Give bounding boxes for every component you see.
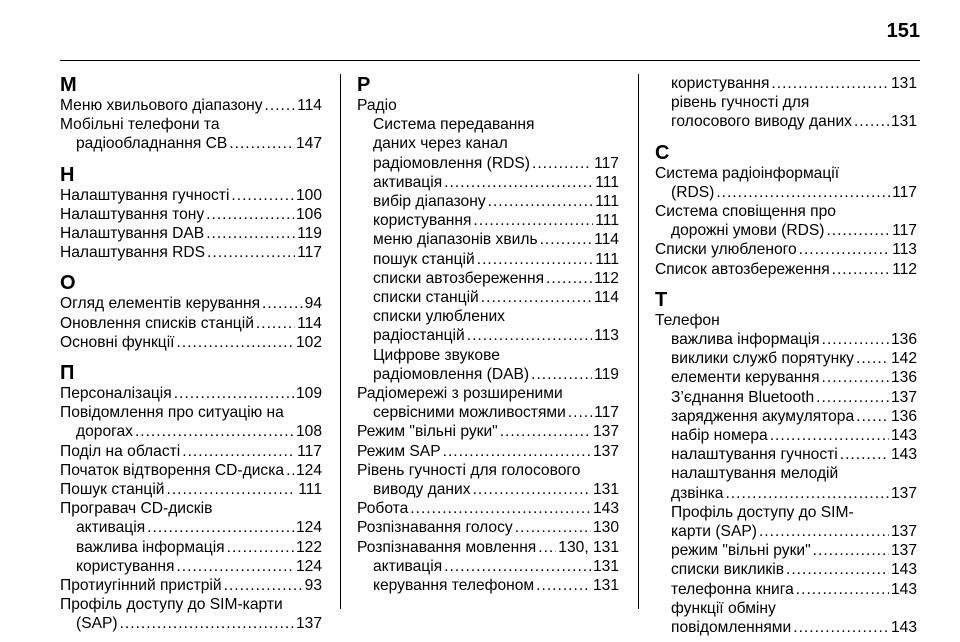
index-entry (60, 461, 322, 480)
index-entry (655, 580, 917, 599)
index-entry (60, 134, 322, 153)
index-entry (357, 211, 619, 230)
entry-text: (RDS) (671, 183, 715, 201)
section-letter: П (60, 362, 75, 385)
entry-page: 131 (592, 577, 619, 595)
entry-page: 143 (890, 561, 917, 579)
dot-leader (167, 480, 297, 499)
entry-text: набір номера (671, 427, 768, 445)
entry-text: активація (373, 173, 443, 191)
entry-page: 94 (304, 295, 322, 313)
entry-page: 117 (594, 154, 619, 172)
dot-leader (771, 74, 889, 93)
entry-text: дорожні умови (RDS) (671, 222, 825, 240)
index-entry (655, 560, 917, 579)
dot-leader (840, 445, 889, 464)
entry-page: 117 (297, 244, 322, 262)
dot-leader (856, 349, 889, 368)
page-number: 151 (886, 20, 920, 42)
dot-leader (822, 330, 889, 349)
dot-leader (799, 240, 890, 259)
entry-text: повідомленнями (671, 619, 792, 637)
entry-page: 111 (595, 250, 619, 268)
dot-leader (473, 211, 593, 230)
index-entry (60, 518, 322, 537)
entry-text: налаштування гучності (671, 446, 838, 464)
index-entry (655, 541, 917, 560)
index-entry (357, 326, 619, 345)
entry-text: Режим SAP (357, 442, 441, 460)
entry-page: 119 (594, 365, 619, 383)
section-letter: О (60, 272, 76, 295)
dot-leader (488, 192, 594, 211)
index-entry (60, 384, 322, 403)
index-entry (60, 614, 322, 633)
dot-leader (813, 541, 889, 560)
entry-page: 114 (594, 231, 619, 249)
index-entry (655, 522, 917, 541)
section-letter: М (60, 74, 77, 96)
index-entry (655, 74, 917, 93)
entry-page: 137 (295, 615, 322, 633)
header-rule (60, 60, 920, 61)
dot-leader (443, 442, 591, 461)
entry-text: дорогах (76, 423, 133, 441)
entry-page: 136 (890, 369, 917, 387)
entry-page: 143 (890, 580, 917, 598)
section-letter: Т (655, 288, 668, 311)
index-column-2 (357, 74, 619, 595)
index-entry (60, 294, 322, 313)
entry-page: 117 (892, 183, 917, 201)
entry-page: 114 (297, 314, 322, 332)
dot-leader (532, 154, 592, 173)
dot-leader (725, 484, 889, 503)
entry-page: 122 (295, 538, 322, 556)
dot-leader (262, 294, 303, 313)
entry-text: керування телефоном (373, 577, 535, 595)
dot-leader (135, 422, 294, 441)
index-heading-line: даних через канал (373, 135, 508, 153)
entry-text: меню діапазонів хвиль (373, 231, 538, 249)
index-entry (357, 480, 619, 499)
index-entry (60, 442, 322, 461)
entry-page: 143 (592, 500, 619, 518)
entry-text: Початок відтворення CD-диска (60, 461, 285, 479)
index-column-1 (60, 74, 322, 634)
entry-page: 137 (890, 523, 917, 541)
dot-leader (856, 407, 889, 426)
index-entry (60, 422, 322, 441)
entry-page: 102 (295, 333, 322, 351)
entry-page: 124 (295, 461, 322, 479)
index-entry (60, 205, 322, 224)
index-entry (357, 499, 619, 518)
entry-text: радіообладнання СВ (76, 135, 228, 153)
dot-leader (231, 186, 294, 205)
dot-leader (265, 96, 296, 115)
index-heading-line: Система сповіщення про (655, 203, 836, 221)
entry-text: зарядження акумулятора (671, 407, 855, 425)
index-entry (60, 333, 322, 352)
dot-leader (206, 205, 294, 224)
index-entry (655, 426, 917, 445)
entry-page: 124 (295, 557, 322, 575)
entry-page: 143 (890, 619, 917, 637)
index-heading-line: Повідомлення про ситуацію на (60, 404, 284, 422)
index-heading-line: Профіль доступу до SIM-карти (60, 596, 283, 614)
index-section (655, 289, 917, 637)
entry-text: радіостанцій (373, 327, 465, 345)
entry-page: 100 (295, 186, 322, 204)
entry-page: 111 (595, 193, 619, 211)
entry-page: 137 (890, 388, 917, 406)
index-entry (655, 240, 917, 259)
entry-page: 130 (592, 519, 619, 537)
entry-text: вибір діапазону (373, 193, 486, 211)
index-entry (357, 442, 619, 461)
index-section (60, 272, 322, 352)
index-entry (655, 618, 917, 637)
index-entry (655, 183, 917, 202)
dot-leader (786, 560, 889, 579)
dot-leader (500, 422, 591, 441)
entry-page: 136 (890, 407, 917, 425)
entry-text: телефонна книга (671, 580, 794, 598)
dot-leader (182, 442, 295, 461)
index-entry (655, 484, 917, 503)
dot-leader (473, 480, 591, 499)
dot-leader (444, 557, 591, 576)
dot-leader (540, 230, 593, 249)
dot-leader (176, 557, 294, 576)
entry-page: 114 (594, 289, 619, 307)
index-heading-line: Рівень гучності для голосового (357, 461, 581, 479)
dot-leader (759, 522, 889, 541)
column-divider (638, 74, 639, 609)
entry-page: 117 (594, 404, 619, 422)
section-letter: С (655, 141, 670, 164)
entry-page: 137 (890, 484, 917, 502)
entry-text: Оновлення списків станцій (60, 314, 254, 332)
entry-page: 143 (890, 446, 917, 464)
entry-text: користування (671, 75, 770, 92)
entry-page: 136 (890, 331, 917, 349)
index-entry (357, 230, 619, 249)
entry-text: (SAP) (76, 615, 118, 633)
entry-page: 131 (592, 557, 619, 575)
entry-text: Список автозбереження (655, 260, 830, 278)
entry-text: Налаштування DAB (60, 225, 205, 243)
index-entry (357, 422, 619, 441)
entry-page: 113 (892, 241, 917, 259)
entry-text: списки викликів (671, 561, 784, 579)
entry-page: 114 (297, 97, 322, 114)
entry-page: 131 (890, 113, 917, 131)
entry-page: 112 (594, 269, 619, 287)
dot-leader (826, 221, 890, 240)
entry-text: голосового виводу даних (671, 113, 852, 131)
entry-text: режим "вільні руки" (671, 542, 811, 560)
entry-text: Режим "вільні руки" (357, 423, 498, 441)
entry-page: 106 (295, 205, 322, 223)
entry-page: 130, 131 (558, 538, 619, 556)
entry-text: радіомовлення (RDS) (373, 154, 530, 172)
index-entry (357, 403, 619, 422)
entry-page: 109 (295, 385, 322, 403)
entry-page: 137 (592, 423, 619, 441)
dot-leader (467, 326, 592, 345)
entry-page: 111 (595, 173, 619, 191)
dot-leader (224, 576, 303, 595)
dot-leader (477, 250, 594, 269)
index-entry (60, 243, 322, 262)
index-entry (60, 557, 322, 576)
index-heading-line: Мобільні телефони та (60, 116, 220, 134)
entry-page: 117 (297, 442, 322, 460)
entry-text: Огляд елементів керування (60, 295, 261, 313)
dot-leader (793, 618, 889, 637)
entry-text: виклики служб порятунку (671, 350, 854, 368)
entry-text: Налаштування тону (60, 205, 205, 223)
index-entry (60, 224, 322, 243)
entry-text: Основні функції (60, 333, 175, 351)
entry-page: 147 (295, 135, 322, 153)
index-heading-line: списки улюблених (373, 308, 505, 326)
entry-text: радіомовлення (DAB) (373, 365, 530, 383)
index-section (655, 142, 917, 279)
index-section (60, 74, 322, 154)
entry-page: 111 (298, 481, 322, 499)
entry-text: карти (SAP) (671, 523, 757, 541)
dot-leader (546, 269, 592, 288)
entry-text: активація (76, 519, 146, 537)
dot-leader (515, 518, 591, 537)
index-section (655, 74, 917, 132)
dot-leader (536, 576, 591, 595)
entry-text: Налаштування гучності (60, 186, 230, 204)
index-entry (655, 388, 917, 407)
index-entry (655, 349, 917, 368)
entry-page: 124 (295, 519, 322, 537)
entry-text: користування (76, 557, 175, 575)
dot-leader (286, 461, 294, 480)
dot-leader (256, 314, 295, 333)
dot-leader (481, 288, 592, 307)
dot-leader (207, 243, 295, 262)
entry-text: Пошук станцій (60, 481, 165, 499)
index-entry (357, 518, 619, 537)
entry-text: дзвінка (671, 484, 724, 502)
index-heading-line: Телефон (655, 311, 720, 329)
entry-text: пошук станцій (373, 250, 475, 268)
entry-text: З’єднання Bluetooth (671, 388, 815, 406)
dot-leader (854, 112, 889, 131)
dot-leader (227, 538, 294, 557)
dot-leader (410, 499, 591, 518)
entry-page: 113 (594, 327, 619, 345)
dot-leader (120, 614, 294, 633)
dot-leader (716, 183, 890, 202)
index-entry (357, 365, 619, 384)
dot-leader (822, 368, 889, 387)
index-section (357, 74, 619, 595)
index-entry (357, 576, 619, 595)
index-entry (655, 407, 917, 426)
entry-text: Протиугінний пристрій (60, 577, 222, 595)
index-section (60, 362, 322, 634)
entry-page: 93 (304, 577, 322, 595)
index-entry (357, 538, 619, 557)
entry-page: 117 (892, 222, 917, 240)
dot-leader (177, 333, 294, 352)
entry-text: важлива інформація (671, 331, 820, 349)
dot-leader (229, 134, 294, 153)
index-heading-line: Цифрове звукове (373, 346, 500, 364)
index-heading-line: рівень гучності для (671, 94, 810, 112)
entry-text: Списки улюбленого (655, 241, 797, 259)
index-entry (357, 288, 619, 307)
index-entry (655, 260, 917, 279)
index-column-3 (655, 74, 917, 637)
entry-text: активація (373, 557, 443, 575)
dot-leader (531, 365, 592, 384)
entry-text: Меню хвильового діапазону (60, 97, 263, 114)
entry-page: 111 (595, 212, 619, 230)
dot-leader (816, 388, 889, 407)
column-divider (340, 74, 341, 609)
entry-text: Розпізнавання мовлення (357, 538, 537, 556)
index-heading-line: Радіо (357, 97, 397, 114)
index-entry (60, 186, 322, 205)
entry-text: користування (373, 212, 472, 230)
index-entry (357, 557, 619, 576)
index-entry (60, 96, 322, 115)
index-entry (655, 368, 917, 387)
index-heading-line: Система передавання (373, 116, 535, 134)
entry-page: 131 (592, 481, 619, 499)
entry-page: 112 (892, 260, 917, 278)
entry-text: Налаштування RDS (60, 244, 206, 262)
index-entry (357, 250, 619, 269)
dot-leader (206, 224, 295, 243)
index-entry (357, 269, 619, 288)
entry-page: 108 (295, 423, 322, 441)
index-entry (60, 480, 322, 499)
index-heading-line: Програвач CD-дисків (60, 500, 213, 518)
index-entry (60, 576, 322, 595)
entry-page: 142 (890, 350, 917, 368)
dot-leader (770, 426, 889, 445)
index-entry (655, 112, 917, 131)
dot-leader (796, 580, 889, 599)
index-entry (357, 173, 619, 192)
entry-text: Поділ на області (60, 442, 181, 460)
entry-page: 137 (592, 442, 619, 460)
index-heading-line: Радіомережі з розширеними (357, 385, 563, 403)
dot-leader (147, 518, 294, 537)
entry-text: Розпізнавання голосу (357, 519, 513, 537)
entry-text: списки автозбереження (373, 269, 545, 287)
entry-text: сервісними можливостями (373, 404, 566, 422)
dot-leader (444, 173, 593, 192)
entry-text: важлива інформація (76, 538, 225, 556)
entry-text: елементи керування (671, 369, 820, 387)
entry-page: 131 (890, 75, 917, 92)
entry-text: списки станцій (373, 289, 479, 307)
index-entry (357, 154, 619, 173)
dot-leader (538, 538, 556, 557)
entry-page: 119 (297, 225, 322, 243)
entry-page: 143 (890, 427, 917, 445)
index-heading-line: Система радіоінформації (655, 164, 840, 182)
dot-leader (568, 403, 592, 422)
index-heading-line: налаштування мелодій (671, 465, 839, 483)
entry-page: 137 (890, 542, 917, 560)
index-entry (655, 330, 917, 349)
index-entry (60, 538, 322, 557)
index-entry (655, 445, 917, 464)
entry-text: Робота (357, 500, 409, 518)
dot-leader (832, 260, 890, 279)
index-entry (357, 192, 619, 211)
index-section (60, 164, 322, 263)
entry-text: виводу даних (373, 481, 471, 499)
index-heading-line: Профіль доступу до SIM- (671, 503, 854, 521)
index-entry (60, 314, 322, 333)
entry-text: Персоналізація (60, 385, 172, 403)
index-heading-line: функції обміну (671, 599, 776, 617)
section-letter: Р (357, 74, 371, 96)
section-letter: Н (60, 163, 75, 186)
index-entry (655, 221, 917, 240)
dot-leader (174, 384, 294, 403)
